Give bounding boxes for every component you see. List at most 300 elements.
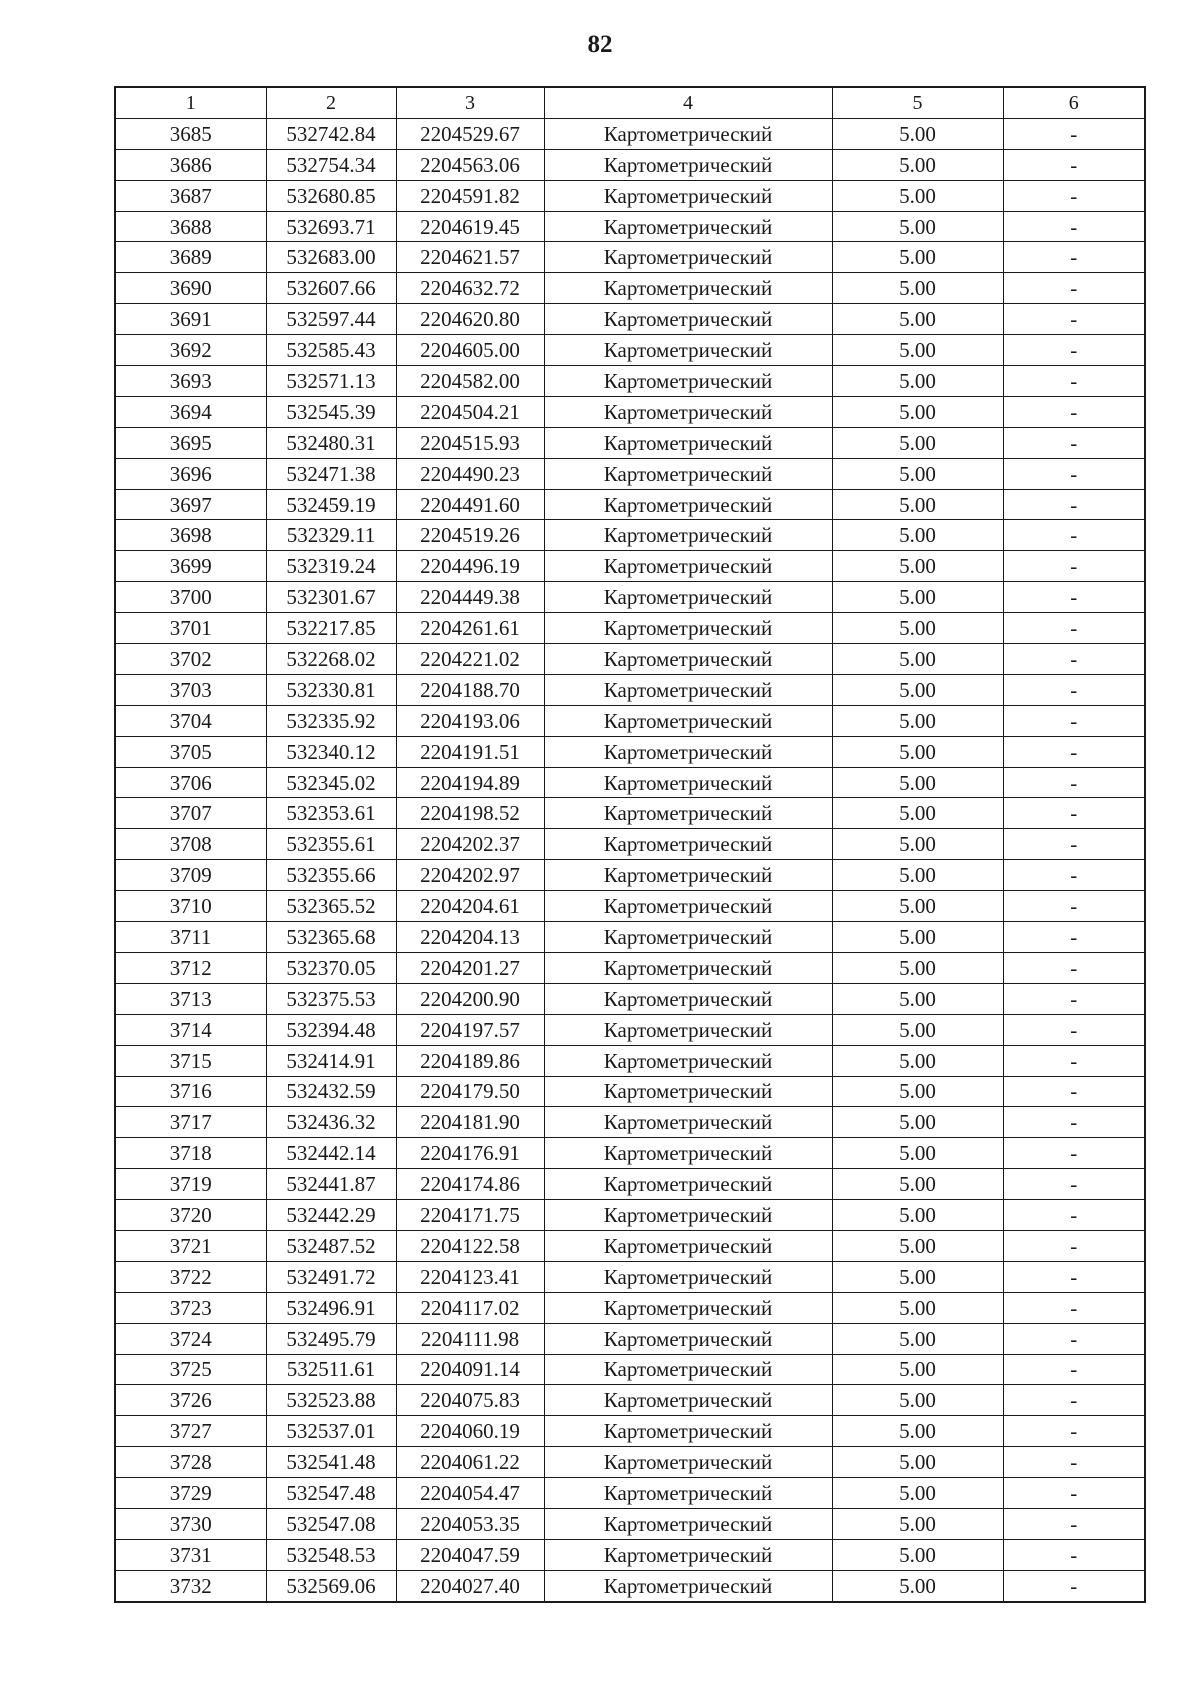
table-row (115, 1416, 1145, 1447)
table-row (115, 1138, 1145, 1169)
cell-note: - (1003, 1447, 1145, 1478)
cell-point-number: 3726 (115, 1385, 266, 1416)
cell-accuracy: 5.00 (832, 674, 1003, 705)
cell-point-number: 3691 (115, 304, 266, 335)
cell-point-number: 3728 (115, 1447, 266, 1478)
cell-coordinate-x: 532523.88 (266, 1385, 396, 1416)
cell-method: Картометрический (544, 1261, 832, 1292)
cell-accuracy: 5.00 (832, 1200, 1003, 1231)
table-row (115, 180, 1145, 211)
cell-coordinate-y: 2204619.45 (396, 211, 544, 242)
cell-note: - (1003, 736, 1145, 767)
cell-method: Картометрический (544, 273, 832, 304)
page-number: 82 (587, 31, 613, 58)
table-row (115, 1292, 1145, 1323)
cell-accuracy: 5.00 (832, 396, 1003, 427)
table-row (115, 1570, 1145, 1601)
cell-coordinate-x: 532442.14 (266, 1138, 396, 1169)
cell-accuracy: 5.00 (832, 551, 1003, 582)
cell-note: - (1003, 1539, 1145, 1570)
cell-method: Картометрический (544, 798, 832, 829)
cell-coordinate-y: 2204060.19 (396, 1416, 544, 1447)
cell-method: Картометрический (544, 1354, 832, 1385)
cell-note: - (1003, 922, 1145, 953)
cell-note: - (1003, 1385, 1145, 1416)
table-row (115, 242, 1145, 273)
cell-method: Картометрический (544, 1385, 832, 1416)
cell-point-number: 3693 (115, 366, 266, 397)
table-row (115, 427, 1145, 458)
table-row (115, 798, 1145, 829)
cell-coordinate-y: 2204620.80 (396, 304, 544, 335)
cell-point-number: 3695 (115, 427, 266, 458)
cell-note: - (1003, 1323, 1145, 1354)
cell-coordinate-y: 2204202.97 (396, 860, 544, 891)
cell-accuracy: 5.00 (832, 736, 1003, 767)
cell-coordinate-y: 2204204.61 (396, 891, 544, 922)
cell-coordinate-y: 2204188.70 (396, 674, 544, 705)
cell-method: Картометрический (544, 736, 832, 767)
cell-note: - (1003, 1045, 1145, 1076)
cell-point-number: 3696 (115, 458, 266, 489)
cell-coordinate-y: 2204449.38 (396, 582, 544, 613)
cell-method: Картометрический (544, 180, 832, 211)
cell-coordinate-x: 532571.13 (266, 366, 396, 397)
cell-accuracy: 5.00 (832, 149, 1003, 180)
cell-accuracy: 5.00 (832, 829, 1003, 860)
table-row (115, 1508, 1145, 1539)
cell-coordinate-y: 2204201.27 (396, 952, 544, 983)
table-row (115, 644, 1145, 675)
cell-coordinate-y: 2204193.06 (396, 705, 544, 736)
cell-accuracy: 5.00 (832, 489, 1003, 520)
table-row (115, 983, 1145, 1014)
cell-note: - (1003, 1508, 1145, 1539)
table-row (115, 829, 1145, 860)
cell-coordinate-y: 2204491.60 (396, 489, 544, 520)
cell-note: - (1003, 829, 1145, 860)
cell-point-number: 3723 (115, 1292, 266, 1323)
cell-coordinate-x: 532480.31 (266, 427, 396, 458)
cell-note: - (1003, 1200, 1145, 1231)
cell-method: Картометрический (544, 1076, 832, 1107)
cell-method: Картометрический (544, 1292, 832, 1323)
cell-method: Картометрический (544, 922, 832, 953)
cell-method: Картометрический (544, 644, 832, 675)
cell-coordinate-x: 532496.91 (266, 1292, 396, 1323)
cell-coordinate-x: 532537.01 (266, 1416, 396, 1447)
table-row (115, 891, 1145, 922)
cell-coordinate-y: 2204047.59 (396, 1539, 544, 1570)
cell-note: - (1003, 1354, 1145, 1385)
cell-accuracy: 5.00 (832, 644, 1003, 675)
cell-point-number: 3702 (115, 644, 266, 675)
cell-accuracy: 5.00 (832, 427, 1003, 458)
cell-method: Картометрический (544, 767, 832, 798)
cell-point-number: 3699 (115, 551, 266, 582)
table-row (115, 1169, 1145, 1200)
table-row (115, 1539, 1145, 1570)
cell-method: Картометрический (544, 427, 832, 458)
cell-note: - (1003, 613, 1145, 644)
table-row (115, 520, 1145, 551)
cell-note: - (1003, 1292, 1145, 1323)
cell-point-number: 3718 (115, 1138, 266, 1169)
cell-note: - (1003, 1261, 1145, 1292)
cell-accuracy: 5.00 (832, 891, 1003, 922)
cell-method: Картометрический (544, 829, 832, 860)
cell-accuracy: 5.00 (832, 1045, 1003, 1076)
cell-accuracy: 5.00 (832, 983, 1003, 1014)
cell-accuracy: 5.00 (832, 335, 1003, 366)
table-row (115, 551, 1145, 582)
table-row (115, 489, 1145, 520)
cell-coordinate-y: 2204591.82 (396, 180, 544, 211)
cell-coordinate-y: 2204198.52 (396, 798, 544, 829)
cell-coordinate-x: 532432.59 (266, 1076, 396, 1107)
cell-method: Картометрический (544, 242, 832, 273)
cell-note: - (1003, 1138, 1145, 1169)
table-row (115, 273, 1145, 304)
cell-note: - (1003, 180, 1145, 211)
cell-note: - (1003, 952, 1145, 983)
cell-coordinate-y: 2204202.37 (396, 829, 544, 860)
cell-coordinate-x: 532754.34 (266, 149, 396, 180)
cell-point-number: 3706 (115, 767, 266, 798)
cell-method: Картометрический (544, 1416, 832, 1447)
table-row (115, 1354, 1145, 1385)
cell-point-number: 3732 (115, 1570, 266, 1601)
cell-point-number: 3714 (115, 1014, 266, 1045)
cell-accuracy: 5.00 (832, 1014, 1003, 1045)
cell-method: Картометрический (544, 952, 832, 983)
header-cell-6: 6 (1003, 87, 1145, 118)
cell-point-number: 3720 (115, 1200, 266, 1231)
table-row (115, 736, 1145, 767)
cell-point-number: 3703 (115, 674, 266, 705)
cell-coordinate-x: 532268.02 (266, 644, 396, 675)
cell-point-number: 3722 (115, 1261, 266, 1292)
cell-point-number: 3724 (115, 1323, 266, 1354)
cell-note: - (1003, 1014, 1145, 1045)
cell-coordinate-x: 532319.24 (266, 551, 396, 582)
cell-note: - (1003, 458, 1145, 489)
header-cell-3: 3 (396, 87, 544, 118)
cell-coordinate-y: 2204632.72 (396, 273, 544, 304)
table-header (115, 87, 1145, 118)
cell-coordinate-y: 2204091.14 (396, 1354, 544, 1385)
cell-point-number: 3698 (115, 520, 266, 551)
cell-accuracy: 5.00 (832, 1169, 1003, 1200)
coordinates-table (114, 86, 1146, 1603)
cell-method: Картометрический (544, 1200, 832, 1231)
cell-accuracy: 5.00 (832, 922, 1003, 953)
cell-coordinate-x: 532569.06 (266, 1570, 396, 1601)
cell-point-number: 3688 (115, 211, 266, 242)
cell-point-number: 3705 (115, 736, 266, 767)
cell-method: Картометрический (544, 551, 832, 582)
cell-note: - (1003, 118, 1145, 149)
cell-point-number: 3689 (115, 242, 266, 273)
cell-accuracy: 5.00 (832, 860, 1003, 891)
cell-point-number: 3717 (115, 1107, 266, 1138)
table-row (115, 1323, 1145, 1354)
cell-point-number: 3727 (115, 1416, 266, 1447)
cell-coordinate-y: 2204197.57 (396, 1014, 544, 1045)
cell-coordinate-y: 2204061.22 (396, 1447, 544, 1478)
header-row (115, 87, 1145, 118)
table-row (115, 674, 1145, 705)
table-row (115, 1200, 1145, 1231)
cell-method: Картометрический (544, 366, 832, 397)
cell-method: Картометрический (544, 674, 832, 705)
cell-point-number: 3708 (115, 829, 266, 860)
cell-point-number: 3710 (115, 891, 266, 922)
cell-coordinate-x: 532742.84 (266, 118, 396, 149)
cell-accuracy: 5.00 (832, 1508, 1003, 1539)
cell-accuracy: 5.00 (832, 1292, 1003, 1323)
cell-coordinate-x: 532548.53 (266, 1539, 396, 1570)
cell-method: Картометрический (544, 489, 832, 520)
cell-note: - (1003, 674, 1145, 705)
cell-coordinate-y: 2204176.91 (396, 1138, 544, 1169)
cell-accuracy: 5.00 (832, 582, 1003, 613)
cell-coordinate-x: 532442.29 (266, 1200, 396, 1231)
cell-coordinate-x: 532547.08 (266, 1508, 396, 1539)
table-row (115, 396, 1145, 427)
cell-coordinate-y: 2204563.06 (396, 149, 544, 180)
cell-point-number: 3719 (115, 1169, 266, 1200)
cell-coordinate-y: 2204054.47 (396, 1478, 544, 1509)
cell-coordinate-x: 532375.53 (266, 983, 396, 1014)
cell-accuracy: 5.00 (832, 1570, 1003, 1601)
table-row (115, 304, 1145, 335)
table-row (115, 922, 1145, 953)
table-row (115, 1385, 1145, 1416)
cell-method: Картометрический (544, 396, 832, 427)
cell-method: Картометрический (544, 582, 832, 613)
cell-note: - (1003, 1169, 1145, 1200)
cell-coordinate-x: 532355.66 (266, 860, 396, 891)
cell-note: - (1003, 1570, 1145, 1601)
cell-method: Картометрический (544, 860, 832, 891)
cell-coordinate-y: 2204605.00 (396, 335, 544, 366)
cell-accuracy: 5.00 (832, 767, 1003, 798)
cell-point-number: 3685 (115, 118, 266, 149)
cell-coordinate-y: 2204490.23 (396, 458, 544, 489)
cell-coordinate-y: 2204111.98 (396, 1323, 544, 1354)
cell-coordinate-y: 2204189.86 (396, 1045, 544, 1076)
cell-accuracy: 5.00 (832, 1416, 1003, 1447)
cell-coordinate-x: 532495.79 (266, 1323, 396, 1354)
cell-method: Картометрический (544, 891, 832, 922)
cell-coordinate-y: 2204204.13 (396, 922, 544, 953)
cell-accuracy: 5.00 (832, 1447, 1003, 1478)
cell-coordinate-x: 532487.52 (266, 1230, 396, 1261)
cell-note: - (1003, 427, 1145, 458)
header-cell-5: 5 (832, 87, 1003, 118)
cell-point-number: 3715 (115, 1045, 266, 1076)
cell-method: Картометрический (544, 1478, 832, 1509)
cell-coordinate-y: 2204529.67 (396, 118, 544, 149)
cell-note: - (1003, 1076, 1145, 1107)
cell-accuracy: 5.00 (832, 520, 1003, 551)
header-cell-4: 4 (544, 87, 832, 118)
cell-method: Картометрический (544, 1508, 832, 1539)
cell-method: Картометрический (544, 705, 832, 736)
cell-accuracy: 5.00 (832, 1076, 1003, 1107)
cell-note: - (1003, 211, 1145, 242)
cell-coordinate-y: 2204261.61 (396, 613, 544, 644)
cell-method: Картометрический (544, 1447, 832, 1478)
cell-coordinate-y: 2204053.35 (396, 1508, 544, 1539)
cell-accuracy: 5.00 (832, 273, 1003, 304)
cell-note: - (1003, 1416, 1145, 1447)
cell-accuracy: 5.00 (832, 1354, 1003, 1385)
table-body (115, 118, 1145, 1601)
cell-coordinate-y: 2204194.89 (396, 767, 544, 798)
table-row (115, 952, 1145, 983)
cell-coordinate-x: 532585.43 (266, 335, 396, 366)
cell-coordinate-y: 2204191.51 (396, 736, 544, 767)
cell-coordinate-y: 2204179.50 (396, 1076, 544, 1107)
cell-coordinate-x: 532436.32 (266, 1107, 396, 1138)
table-row (115, 1076, 1145, 1107)
table-row (115, 613, 1145, 644)
cell-coordinate-x: 532329.11 (266, 520, 396, 551)
cell-accuracy: 5.00 (832, 242, 1003, 273)
cell-coordinate-x: 532335.92 (266, 705, 396, 736)
cell-point-number: 3707 (115, 798, 266, 829)
cell-point-number: 3692 (115, 335, 266, 366)
cell-coordinate-x: 532693.71 (266, 211, 396, 242)
cell-point-number: 3729 (115, 1478, 266, 1509)
cell-method: Картометрический (544, 211, 832, 242)
cell-coordinate-y: 2204582.00 (396, 366, 544, 397)
cell-note: - (1003, 335, 1145, 366)
cell-accuracy: 5.00 (832, 1478, 1003, 1509)
cell-coordinate-y: 2204122.58 (396, 1230, 544, 1261)
cell-point-number: 3686 (115, 149, 266, 180)
table-row (115, 458, 1145, 489)
cell-note: - (1003, 489, 1145, 520)
cell-method: Картометрический (544, 304, 832, 335)
table-row (115, 211, 1145, 242)
cell-method: Картометрический (544, 458, 832, 489)
cell-note: - (1003, 1107, 1145, 1138)
cell-coordinate-y: 2204174.86 (396, 1169, 544, 1200)
cell-point-number: 3704 (115, 705, 266, 736)
cell-coordinate-x: 532459.19 (266, 489, 396, 520)
cell-point-number: 3700 (115, 582, 266, 613)
cell-coordinate-x: 532355.61 (266, 829, 396, 860)
cell-accuracy: 5.00 (832, 118, 1003, 149)
cell-coordinate-x: 532547.48 (266, 1478, 396, 1509)
cell-point-number: 3709 (115, 860, 266, 891)
table-row (115, 1230, 1145, 1261)
cell-point-number: 3731 (115, 1539, 266, 1570)
cell-accuracy: 5.00 (832, 1261, 1003, 1292)
cell-coordinate-y: 2204621.57 (396, 242, 544, 273)
cell-accuracy: 5.00 (832, 613, 1003, 644)
table-row (115, 705, 1145, 736)
cell-coordinate-x: 532301.67 (266, 582, 396, 613)
cell-note: - (1003, 767, 1145, 798)
cell-note: - (1003, 366, 1145, 397)
cell-method: Картометрический (544, 1570, 832, 1601)
cell-point-number: 3690 (115, 273, 266, 304)
cell-accuracy: 5.00 (832, 366, 1003, 397)
cell-coordinate-y: 2204200.90 (396, 983, 544, 1014)
cell-accuracy: 5.00 (832, 304, 1003, 335)
table-row (115, 582, 1145, 613)
cell-coordinate-x: 532511.61 (266, 1354, 396, 1385)
cell-coordinate-y: 2204515.93 (396, 427, 544, 458)
cell-coordinate-x: 532365.52 (266, 891, 396, 922)
cell-note: - (1003, 644, 1145, 675)
table-row (115, 335, 1145, 366)
cell-method: Картометрический (544, 1169, 832, 1200)
header-cell-1: 1 (115, 87, 266, 118)
cell-coordinate-x: 532441.87 (266, 1169, 396, 1200)
cell-method: Картометрический (544, 983, 832, 1014)
cell-method: Картометрический (544, 1014, 832, 1045)
cell-coordinate-y: 2204496.19 (396, 551, 544, 582)
cell-note: - (1003, 273, 1145, 304)
cell-coordinate-y: 2204117.02 (396, 1292, 544, 1323)
cell-coordinate-x: 532370.05 (266, 952, 396, 983)
cell-coordinate-y: 2204221.02 (396, 644, 544, 675)
cell-point-number: 3712 (115, 952, 266, 983)
cell-accuracy: 5.00 (832, 1539, 1003, 1570)
cell-coordinate-x: 532353.61 (266, 798, 396, 829)
cell-coordinate-x: 532607.66 (266, 273, 396, 304)
cell-coordinate-y: 2204123.41 (396, 1261, 544, 1292)
table-row (115, 860, 1145, 891)
cell-method: Картометрический (544, 1138, 832, 1169)
cell-coordinate-y: 2204181.90 (396, 1107, 544, 1138)
cell-coordinate-y: 2204519.26 (396, 520, 544, 551)
table-row (115, 767, 1145, 798)
cell-coordinate-y: 2204027.40 (396, 1570, 544, 1601)
cell-note: - (1003, 304, 1145, 335)
cell-method: Картометрический (544, 1539, 832, 1570)
cell-method: Картометрический (544, 613, 832, 644)
cell-accuracy: 5.00 (832, 952, 1003, 983)
table-row (115, 1478, 1145, 1509)
table-row (115, 366, 1145, 397)
cell-accuracy: 5.00 (832, 705, 1003, 736)
cell-point-number: 3730 (115, 1508, 266, 1539)
table-row (115, 1261, 1145, 1292)
cell-note: - (1003, 798, 1145, 829)
cell-accuracy: 5.00 (832, 458, 1003, 489)
cell-coordinate-x: 532340.12 (266, 736, 396, 767)
cell-coordinate-y: 2204075.83 (396, 1385, 544, 1416)
cell-coordinate-y: 2204171.75 (396, 1200, 544, 1231)
cell-coordinate-x: 532541.48 (266, 1447, 396, 1478)
cell-coordinate-x: 532345.02 (266, 767, 396, 798)
cell-point-number: 3725 (115, 1354, 266, 1385)
cell-note: - (1003, 860, 1145, 891)
table-row (115, 1045, 1145, 1076)
cell-accuracy: 5.00 (832, 1230, 1003, 1261)
table-row (115, 118, 1145, 149)
cell-point-number: 3701 (115, 613, 266, 644)
cell-method: Картометрический (544, 1045, 832, 1076)
cell-note: - (1003, 1230, 1145, 1261)
cell-accuracy: 5.00 (832, 1107, 1003, 1138)
